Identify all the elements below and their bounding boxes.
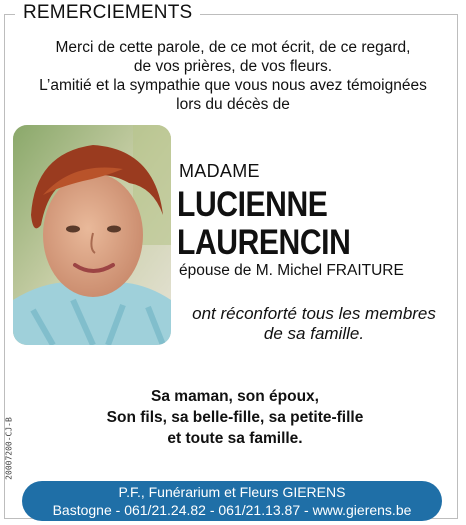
deceased-first-name: LUCIENNE bbox=[177, 185, 328, 224]
heading: REMERCIEMENTS bbox=[15, 1, 200, 25]
portrait-photo bbox=[13, 125, 171, 345]
intro-text bbox=[10, 38, 456, 114]
comfort-line: ont réconforté tous les membres bbox=[192, 304, 436, 323]
intro-line: de vos prières, de vos fleurs. bbox=[133, 58, 333, 75]
deceased-last-name: LAURENCIN bbox=[177, 223, 351, 262]
intro-line: Merci de cette parole, de ce mot écrit, de ce regard, bbox=[55, 39, 411, 56]
intro-line: L’amitié et la sympathie que vous nous avez témoignées bbox=[39, 77, 427, 94]
reference-code: 20007200-CJ-B bbox=[4, 417, 14, 480]
funeral-home-footer bbox=[22, 481, 442, 521]
footer-line: P.F., Funérarium et Fleurs GIERENS bbox=[118, 484, 346, 500]
family-line: Sa maman, son époux, bbox=[151, 388, 319, 405]
family-signature bbox=[30, 386, 440, 449]
family-line: Son fils, sa belle-fille, sa petite-fille bbox=[106, 409, 364, 426]
deceased-title: MADAME bbox=[179, 161, 260, 181]
spouse-line: épouse de M. Michel FRAITURE bbox=[179, 262, 404, 279]
comfort-text bbox=[180, 304, 448, 344]
intro-line: lors du décès de bbox=[176, 96, 290, 113]
comfort-line: de sa famille. bbox=[263, 324, 365, 343]
family-line: et toute sa famille. bbox=[167, 430, 303, 447]
footer-line: Bastogne - 061/21.24.82 - 061/21.13.87 - www.gierens.be bbox=[52, 502, 412, 518]
